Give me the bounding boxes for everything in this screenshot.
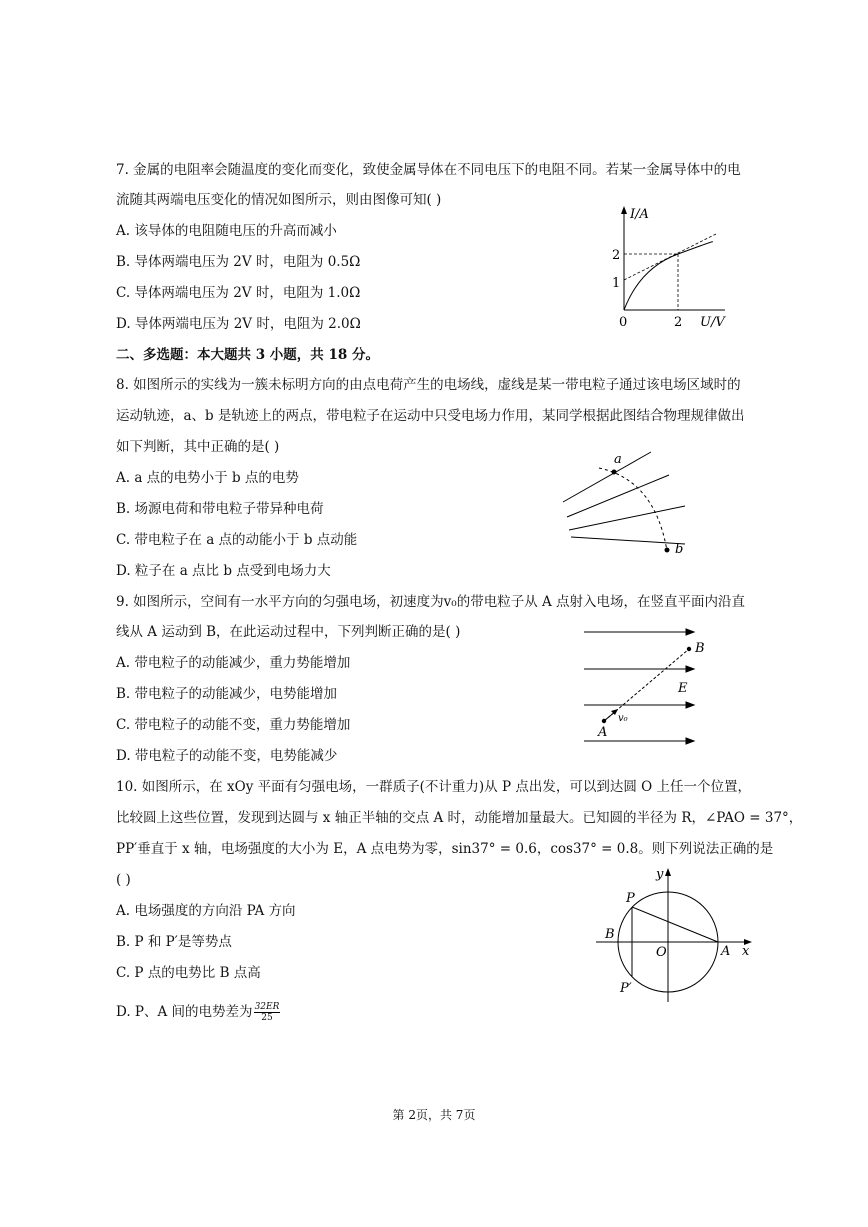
q7-option-a: A. 该导体的电阻随电压的升高而减小 — [116, 223, 337, 239]
q8-option-c: C. 带电粒子在 a 点的动能小于 b 点动能 — [116, 532, 358, 548]
q7-fig-xlabel: U/V — [700, 315, 725, 330]
q8-fig-point-b: b — [675, 542, 684, 557]
q10-fig-point-b: B — [605, 927, 615, 942]
q10-fig-origin-o: O — [656, 945, 667, 960]
q10-option-d-numerator: 32ER — [254, 1002, 280, 1012]
q8-stem-line-3: 如下判断，其中正确的是( ) — [116, 439, 280, 455]
q10-option-c: C. P 点的电势比 B 点高 — [116, 965, 261, 981]
q8-stem-line-1: 8. 如图所示的实线为一簇未标明方向的由点电荷产生的电场线，虚线是某一带电粒子通过该电场区域时的 — [116, 377, 741, 393]
q10-stem-line-2: 比较圆上这些位置，发现到达圆与 x 轴正半轴的交点 A 时，动能增加量最大。已知圆的半径为 R，∠PAO = 37°， — [116, 810, 803, 826]
q9-stem-line-1: 9. 如图所示，空间有一水平方向的匀强电场，初速度为v₀的带电粒子从 A 点射入电场，在竖直平面内沿直 — [116, 594, 746, 610]
q10-fig-axis-y: y — [656, 867, 664, 882]
q8-figure-field-lines — [555, 440, 705, 560]
q10-fig-point-p: P — [626, 891, 635, 906]
q10-stem-line-4: ( ) — [116, 872, 131, 888]
q7-option-c: C. 导体两端电压为 2V 时，电阻为 1.0Ω — [116, 285, 361, 301]
q9-fig-v0: v₀ — [618, 713, 628, 724]
q10-option-a: A. 电场强度的方向沿 PA 方向 — [116, 903, 296, 919]
q7-stem-line-2: 流随其两端电压变化的情况如图所示，则由图像可知( ) — [116, 192, 442, 208]
q10-figure-circle — [590, 862, 760, 1007]
q7-fig-ylabel: I/A — [630, 207, 649, 222]
q10-option-d-text: D. P、A 间的电势差为 — [116, 1004, 253, 1020]
q7-fig-origin: 0 — [619, 315, 628, 330]
q10-fig-point-p-prime: P′ — [620, 981, 632, 996]
q7-fig-y2: 2 — [612, 248, 621, 263]
q7-fig-x2: 2 — [674, 315, 683, 330]
q9-figure-uniform-field — [578, 622, 728, 750]
q8-option-d: D. 粒子在 a 点比 b 点受到电场力大 — [116, 563, 331, 579]
q7-fig-y1: 1 — [612, 276, 621, 291]
q7-option-d: D. 导体两端电压为 2V 时，电阻为 2.0Ω — [116, 316, 361, 332]
q10-fig-axis-x: x — [742, 944, 750, 959]
q9-option-d: D. 带电粒子的动能不变，电势能减少 — [116, 748, 338, 764]
q10-option-d-fraction — [254, 1002, 281, 1023]
q8-option-a: A. a 点的电势小于 b 点的电势 — [116, 470, 299, 486]
q8-stem-line-2: 运动轨迹，a、b 是轨迹上的两点，带电粒子在运动中只受电场力作用，某同学根据此图结合物理规律做出 — [116, 408, 745, 424]
q7-option-b: B. 导体两端电压为 2V 时，电阻为 0.5Ω — [116, 254, 361, 270]
page-footer: 第 2页，共 7页 — [392, 1108, 476, 1122]
q9-option-c: C. 带电粒子的动能不变，重力势能增加 — [116, 717, 351, 733]
q9-stem-line-2: 线从 A 运动到 B，在此运动过程中，下列判断正确的是( ) — [116, 624, 461, 640]
q8-fig-point-a: a — [614, 452, 622, 467]
q9-fig-point-b: B — [695, 641, 705, 656]
q9-option-b: B. 带电粒子的动能减少，电势能增加 — [116, 686, 338, 702]
q10-option-d — [116, 1002, 280, 1023]
q7-figure-iu-graph — [600, 200, 740, 335]
q10-stem-line-3: PP′垂直于 x 轴，电场强度的大小为 E，A 点电势为零，sin37° = 0.6，cos37° = 0.8。则下列说法正确的是 — [116, 841, 774, 857]
q10-option-b: B. P 和 P′是等势点 — [116, 934, 232, 950]
section-header-multiple-choice: 二、多选题：本大题共 3 小题，共 18 分。 — [116, 347, 379, 363]
q9-fig-point-a: A — [598, 725, 608, 740]
q7-stem-line-1: 7. 金属的电阻率会随温度的变化而变化，致使金属导体在不同电压下的电阻不同。若某一金属导体中的电 — [116, 162, 741, 178]
q8-option-b: B. 场源电荷和带电粒子带异种电荷 — [116, 501, 324, 517]
q9-option-a: A. 带电粒子的动能减少，重力势能增加 — [116, 655, 351, 671]
q10-stem-line-1: 10. 如图所示，在 xOy 平面有匀强电场，一群质子(不计重力)从 P 点出发，可以到达圆 O 上任一个位置， — [116, 779, 751, 795]
q9-fig-field-e: E — [678, 681, 688, 696]
q10-fig-point-a: A — [721, 944, 731, 959]
q10-option-d-denominator: 25 — [261, 1013, 273, 1023]
